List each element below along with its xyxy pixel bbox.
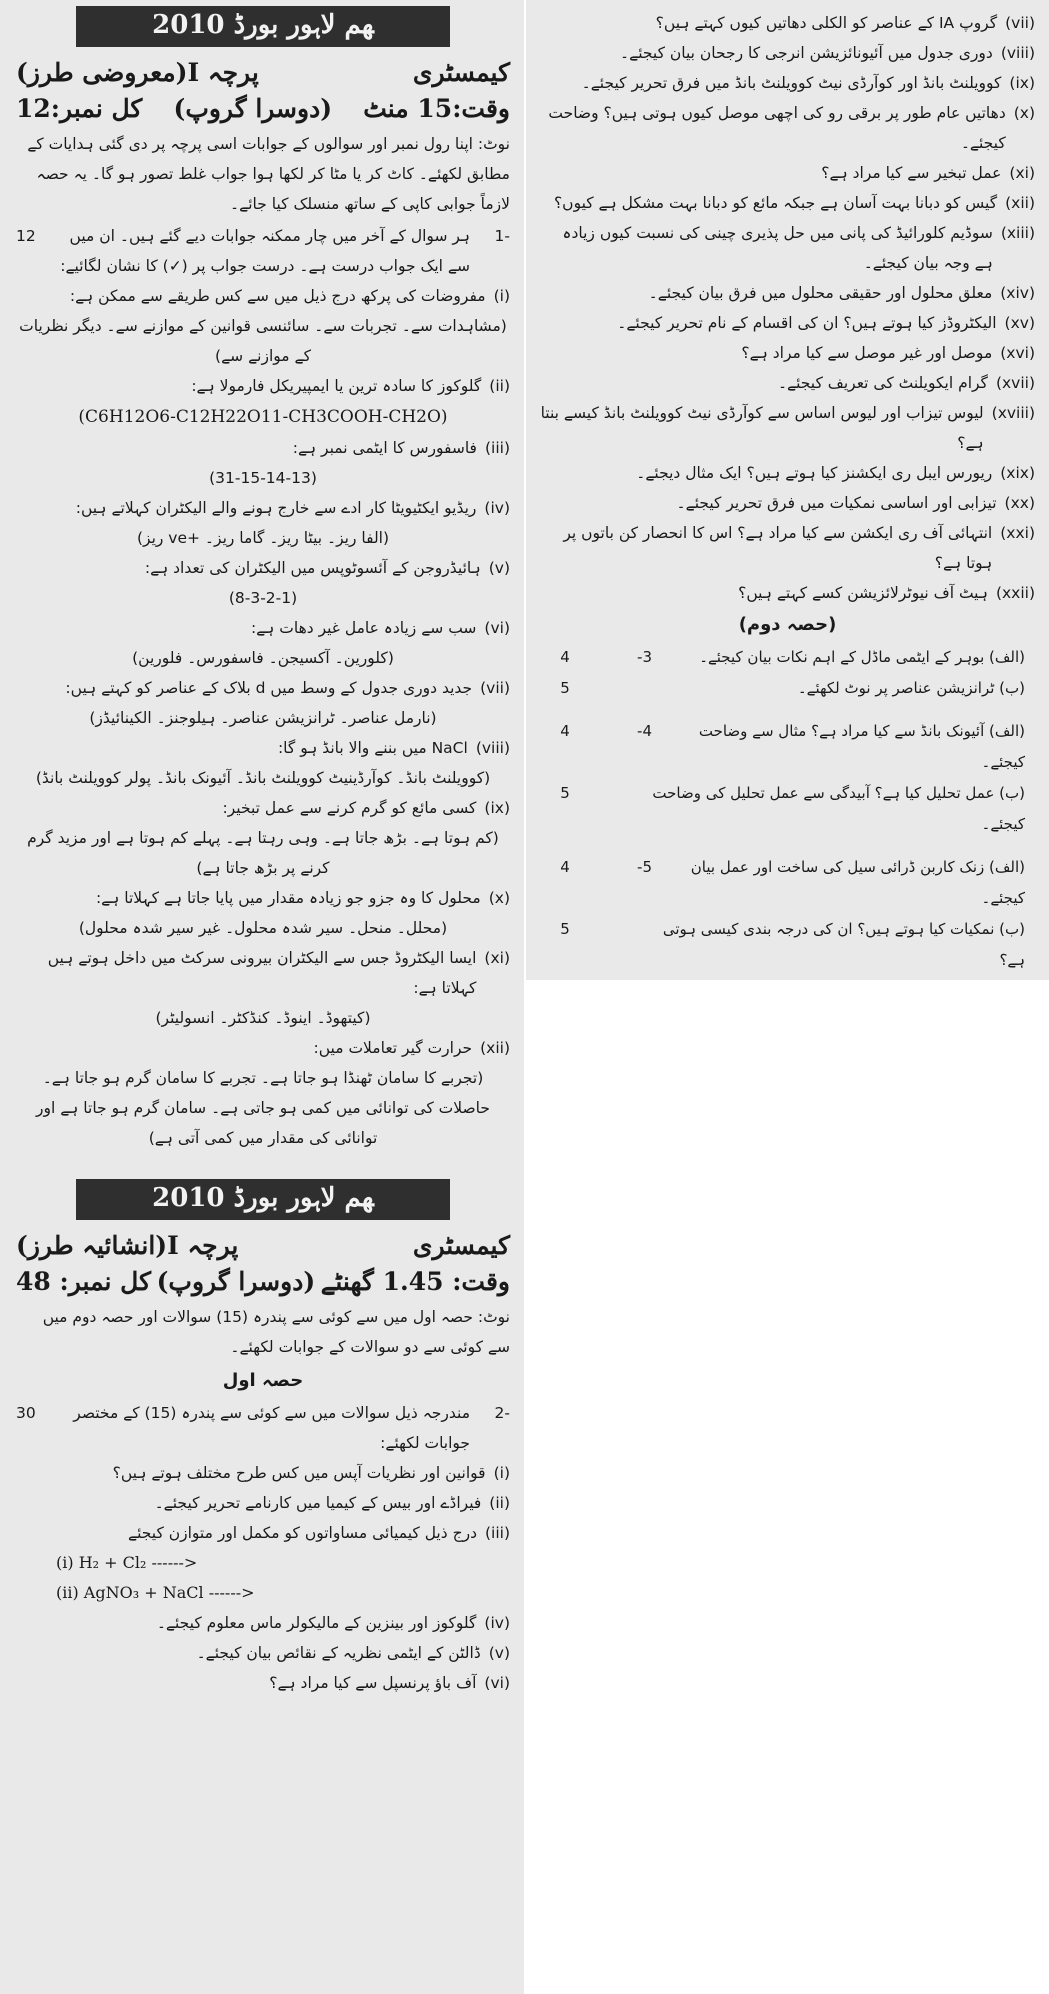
- short-question-number: (xvii): [995, 374, 1035, 392]
- mcq-options: (کلورین۔ آکسیجن۔ فاسفورس۔ فلورین): [132, 649, 394, 667]
- long-question: [540, 642, 1035, 673]
- short-question: [16, 1458, 510, 1488]
- short-question-number: (xx): [1004, 494, 1035, 512]
- mcq-options: (نارمل عناصر۔ ٹرانزیشن عناصر۔ ہیلوجنز۔ الکینائیڈز): [89, 709, 437, 727]
- mcq-number: (xii): [480, 1039, 510, 1057]
- long-question: [540, 716, 1035, 778]
- long-question-number: -4: [637, 722, 652, 740]
- short-question: [540, 278, 1035, 308]
- question-text: ہر سوال کے آخر میں چار ممکنہ جوابات دیے گئے ہیں۔ ان میں سے ایک جواب درست ہے۔ درست جواب پر (✓) کا نشان لگائیے:: [60, 227, 470, 275]
- mcq-number: (vii): [480, 679, 510, 697]
- question-number: -2: [494, 1404, 510, 1422]
- short-question-number: (xvi): [1000, 344, 1035, 362]
- long-question-number: [590, 778, 652, 840]
- short-question-text: ہیٹ آف نیوٹرلائزیشن کسے کہتے ہیں؟: [738, 584, 988, 602]
- short-question-number: (xv): [1004, 314, 1035, 332]
- short-question-text: قوانین اور نظریات آپس میں کس طرح مختلف ہوتے ہیں؟: [112, 1464, 486, 1482]
- short-question-number: (iii): [484, 1524, 510, 1542]
- long-question-marks: 5: [560, 784, 570, 802]
- mcq-text: جدید دوری جدول کے وسط میں d بلاک کے عناصر کو کہتے ہیں:: [65, 679, 473, 697]
- short-question: [540, 68, 1035, 98]
- short-question-text: گروپ IA کے عناصر کو الکلی دھاتیں کیوں کہتے ہیں؟: [655, 14, 998, 32]
- header-banner-2: ﻬﻢ ﻻﮨﻮﺭ ﺑﻮﺭﮈ 2010: [76, 1179, 450, 1220]
- long-question-text: (الف) زنک کاربن ڈرائی سیل کی ساخت اور عمل بیان کیجئے۔: [690, 858, 1025, 907]
- short-question: [540, 578, 1035, 608]
- long-question-marks: 4: [560, 648, 570, 666]
- mcq-question: [16, 673, 510, 703]
- time-label: وقت:15 منٹ: [363, 94, 510, 123]
- question-marks: 12: [16, 227, 36, 245]
- question-text: مندرجہ ذیل سوالات میں سے کوئی سے پندرہ (15) کے مختصر جوابات لکھئے:: [73, 1404, 470, 1452]
- short-question: [540, 458, 1035, 488]
- mcq-list: [16, 281, 510, 1153]
- mcq-options: (C6H12O6-C12H22O11-CH3COOH-CH2O): [78, 407, 448, 427]
- long-question-marks: 5: [560, 920, 570, 938]
- short-question: [540, 338, 1035, 368]
- mcq-options: (الفا ریز۔ بیٹا ریز۔ گاما ریز۔ +ve ریز): [136, 529, 390, 547]
- mcq-number: (ii): [489, 377, 510, 395]
- short-question-list-2: [16, 1608, 510, 1698]
- mcq-options: (کوویلنٹ بانڈ۔ کوآرڈینیٹ کوویلنٹ بانڈ۔ آئیونک بانڈ۔ پولر کوویلنٹ بانڈ): [35, 769, 491, 787]
- short-question-text: فیراڈے اور بیس کے کیمیا میں کارنامے تحریر کیجئے۔: [154, 1494, 482, 1512]
- paper-type: پرچہ I(معروضی طرز): [16, 58, 259, 87]
- paper-meta-2: [16, 1264, 510, 1300]
- mcq-text: محلول کا وہ جزو جو زیادہ مقدار میں پایا جاتا ہے کہلاتا ہے:: [95, 889, 481, 907]
- short-question-text: دوری جدول میں آئیونائزیشن انرجی کا رجحان بیان کیجئے۔: [620, 44, 993, 62]
- short-question: [540, 368, 1035, 398]
- mcq-options: (تجربے کا سامان ٹھنڈا ہو جاتا ہے۔ تجربے کا سامان گرم ہو جاتا ہے۔ حاصلات کی توانائی میں کمی ہو جاتی ہے۔ سامان گرم ہو جاتا ہے اور توانائی کی مقدار میں کمی آتی ہے): [36, 1069, 490, 1147]
- short-question-number: (xviii): [991, 404, 1035, 422]
- mcq-number: (vi): [484, 619, 510, 637]
- short-question-text: عمل تبخیر سے کیا مراد ہے؟: [821, 164, 1002, 182]
- mcq-number: (iii): [484, 439, 510, 457]
- mcq-text: فاسفورس کا ایٹمی نمبر ہے:: [292, 439, 477, 457]
- short-question: [540, 8, 1035, 38]
- short-question-text: الیکٹروڈز کیا ہوتے ہیں؟ ان کی اقسام کے نام تحریر کیجئے۔: [617, 314, 997, 332]
- mcq-text: مفروضات کی پرکھ درج ذیل میں سے کس طریقے سے ممکن ہے:: [69, 287, 486, 305]
- short-question-text: گیس کو دبانا بہت آسان ہے جبکہ مائع کو دبانا بہت مشکل ہے کیوں؟: [553, 194, 998, 212]
- short-question: [540, 158, 1035, 188]
- mcq-question: [16, 433, 510, 463]
- short-question-number: (x): [1013, 104, 1035, 122]
- short-question-number: (ix): [1009, 74, 1035, 92]
- short-question-number: (viii): [1000, 44, 1035, 62]
- short-question-number: (v): [488, 1644, 510, 1662]
- paper-header-2: [16, 1228, 510, 1264]
- short-question-text: سوڈیم کلورائیڈ کی پانی میں حل پذیری چینی کی نسبت کیوں زیادہ ہے وجہ بیان کیجئے۔: [562, 224, 993, 272]
- short-question: [16, 1488, 510, 1518]
- question-number: -1: [494, 227, 510, 245]
- mcq-text: حرارت گیر تعاملات میں:: [313, 1039, 473, 1057]
- mcq-question: [16, 943, 510, 1003]
- mcq-options: (8-3-2-1): [228, 589, 298, 607]
- mcq-text: سب سے زیادہ عامل غیر دھات ہے:: [250, 619, 477, 637]
- mcq-question: [16, 613, 510, 643]
- total-marks-2: کل نمبر: 48: [16, 1267, 152, 1296]
- mcq-number: (xi): [484, 949, 510, 967]
- short-question-number: (vii): [1005, 14, 1035, 32]
- section-heading-2: (حصہ دوم): [738, 614, 837, 635]
- short-question: [540, 218, 1035, 278]
- long-question-text: (الف) بوہر کے ایٹمی ماڈل کے اہم نکات بیان کیجئے۔: [699, 648, 1025, 666]
- short-question-number: (xiii): [1000, 224, 1035, 242]
- short-question: [540, 188, 1035, 218]
- mcq-number: (i): [493, 287, 510, 305]
- instructions-note-2: نوٹ: حصہ اول میں سے کوئی سے پندرہ (15) سوالات اور حصہ دوم میں سے کوئی سے دو سوالات کے جوابات لکھئے۔: [42, 1308, 510, 1356]
- mcq-question: [16, 793, 510, 823]
- short-question-text: معلق محلول اور حقیقی محلول میں فرق بیان کیجئے۔: [648, 284, 993, 302]
- instructions-note: نوٹ: اپنا رول نمبر اور سوالوں کے جوابات اسی پرچہ پر دی گئی ہدایات کے مطابق لکھئے۔ کاٹ کر یا مٹا کر لکھا ہوا جواب غلط تصور ہو گا۔ یہ حصہ لازماً جوابی کاپی کے ساتھ منسلک کیا جائے۔: [27, 135, 510, 213]
- paper-header: [16, 55, 510, 91]
- mcq-text: ریڈیو ایکٹیویٹا کار ادے سے خارج ہونے والے الیکٹران کہلاتے ہیں:: [75, 499, 477, 517]
- time-label-2: وقت: 1.45 گھنٹے: [320, 1267, 510, 1296]
- short-question-number: (vi): [484, 1674, 510, 1692]
- short-question-text: ریورس ایبل ری ایکشنز کیا ہوتے ہیں؟ ایک مثال دیجئے۔: [636, 464, 993, 482]
- short-question-number: (i): [493, 1464, 510, 1482]
- short-question-text: انتہائی آف ری ایکشن سے کیا مراد ہے؟ اس کا انحصار کن باتوں پر ہوتا ہے؟: [563, 524, 993, 572]
- long-question-marks: 4: [560, 858, 570, 876]
- short-question: [540, 38, 1035, 68]
- short-question-number: (ii): [489, 1494, 510, 1512]
- short-question: [16, 1518, 510, 1548]
- short-question: [540, 518, 1035, 578]
- short-question: [540, 308, 1035, 338]
- short-question: [16, 1638, 510, 1668]
- subject-title-2: کیمسٹری: [412, 1231, 510, 1260]
- long-question-number: [590, 914, 652, 976]
- short-question-text: تیزابی اور اساسی نمکیات میں فرق تحریر کیجئے۔: [676, 494, 997, 512]
- short-question-number: (xxii): [995, 584, 1035, 602]
- short-question-number: (xii): [1005, 194, 1035, 212]
- long-question-list: [540, 642, 1035, 976]
- short-question-text: دھاتیں عام طور پر برقی رو کی اچھی موصل کیوں ہوتی ہیں؟ وضاحت کیجئے۔: [548, 104, 1006, 152]
- long-question: [540, 778, 1035, 840]
- equation-1: (i) H₂ + Cl₂ ------>: [56, 1553, 198, 1572]
- header-banner: ﻬﻢ ﻻﮨﻮﺭ ﺑﻮﺭﮈ 2010: [76, 6, 450, 47]
- short-question: [540, 488, 1035, 518]
- short-question-text: ڈالٹن کے ایٹمی نظریہ کے نقائص بیان کیجئے۔: [196, 1644, 481, 1662]
- long-question: [540, 673, 1035, 704]
- mcq-number: (iv): [484, 499, 510, 517]
- short-question-text: کوویلنٹ بانڈ اور کوآرڈی نیٹ کوویلنٹ بانڈ میں فرق تحریر کیجئے۔: [581, 74, 1002, 92]
- long-question-number: [590, 673, 652, 704]
- mcq-number: (ix): [484, 799, 510, 817]
- mcq-question: [16, 493, 510, 523]
- short-question: [540, 98, 1035, 158]
- paper-meta: [16, 91, 510, 127]
- question-1: [16, 221, 510, 281]
- short-question-text: درج ذیل کیمیائی مساواتوں کو مکمل اور متوازن کیجئے: [128, 1524, 477, 1542]
- short-question-text: گرام ایکویلنٹ کی تعریف کیجئے۔: [777, 374, 988, 392]
- mcq-text: گلوکوز کا سادہ ترین یا ایمپیریکل فارمولا ہے:: [191, 377, 482, 395]
- mcq-question: [16, 733, 510, 763]
- total-marks: کل نمبر:12: [16, 94, 143, 123]
- mcq-options: (محلل۔ منحل۔ سیر شدہ محلول۔ غیر سیر شدہ محلول): [78, 919, 448, 937]
- mcq-question: [16, 883, 510, 913]
- short-question-number: (xiv): [1000, 284, 1035, 302]
- equation-2: (ii) AgNO₃ + NaCl ------>: [56, 1583, 255, 1602]
- short-question-text: موصل اور غیر موصل سے کیا مراد ہے؟: [741, 344, 993, 362]
- subject-title: کیمسٹری: [412, 58, 510, 87]
- short-question-list: [16, 1458, 510, 1548]
- short-question-number: (xi): [1009, 164, 1035, 182]
- mcq-options: (مشاہدات سے۔ تجربات سے۔ سائنسی قوانین کے موازنے سے۔ دیگر نظریات کے موازنے سے): [19, 317, 507, 365]
- group-label-2: (دوسرا گروپ): [156, 1267, 316, 1296]
- group-label: (دوسرا گروپ): [173, 94, 333, 123]
- mcq-question: [16, 1033, 510, 1063]
- right-column: [526, 0, 1049, 980]
- long-question-number: -5: [637, 858, 652, 876]
- short-question-number: (iv): [484, 1614, 510, 1632]
- short-question-text: گلوکوز اور بینزین کے مالیکولر ماس معلوم کیجئے۔: [156, 1614, 477, 1632]
- long-question: [540, 852, 1035, 914]
- long-question: [540, 914, 1035, 976]
- short-question-number: (xix): [1000, 464, 1035, 482]
- mcq-text: NaCl میں بننے والا بانڈ ہو گا:: [277, 739, 468, 757]
- mcq-number: (viii): [475, 739, 510, 757]
- long-question-marks: 5: [560, 679, 570, 697]
- mcq-options: (31-15-14-13): [209, 469, 317, 487]
- long-question-number: -3: [637, 648, 652, 666]
- mcq-number: (v): [488, 559, 510, 577]
- mcq-options: (کم ہوتا ہے۔ بڑھ جاتا ہے۔ وہی رہتا ہے۔ پہلے کم ہوتا ہے اور مزید گرم کرنے پر بڑھ جاتا ہے): [27, 829, 499, 877]
- long-question-text: (ب) ٹرانزیشن عناصر پر نوٹ لکھئے۔: [797, 679, 1025, 697]
- short-question: [540, 398, 1035, 458]
- long-question-text: (ب) نمکیات کیا ہوتے ہیں؟ ان کی درجہ بندی کیسی ہوتی ہے؟: [662, 920, 1025, 969]
- long-question-text: (ب) عمل تحلیل کیا ہے؟ آبیدگی سے عمل تحلیل کی وضاحت کیجئے۔: [652, 784, 1025, 833]
- long-question-text: (الف) آئیونک بانڈ سے کیا مراد ہے؟ مثال سے وضاحت کیجئے۔: [698, 722, 1025, 771]
- left-column: [0, 0, 524, 1994]
- mcq-question: [16, 371, 510, 401]
- mcq-text: ہائیڈروجن کے آئسوٹوپس میں الیکٹران کی تعداد ہے:: [144, 559, 481, 577]
- section-heading: حصہ اول: [222, 1370, 304, 1391]
- paper-type-2: پرچہ I(انشائیہ طرز): [16, 1231, 239, 1260]
- short-question: [16, 1608, 510, 1638]
- short-question: [16, 1668, 510, 1698]
- mcq-options: (کیتھوڈ۔ اینوڈ۔ کنڈکٹر۔ انسولیٹر): [155, 1009, 371, 1027]
- short-question-list-3: [540, 8, 1035, 608]
- mcq-question: [16, 553, 510, 583]
- mcq-text: ایسا الیکٹروڈ جس سے الیکٹران بیرونی سرکٹ میں داخل ہوتے ہیں کہلاتا ہے:: [47, 949, 477, 997]
- long-question-marks: 4: [560, 722, 570, 740]
- mcq-text: کسی مائع کو گرم کرنے سے عمل تبخیر:: [222, 799, 477, 817]
- question-marks: 30: [16, 1404, 36, 1422]
- question-2: [16, 1398, 510, 1458]
- short-question-text: آف باؤ پرنسپل سے کیا مراد ہے؟: [269, 1674, 477, 1692]
- mcq-question: [16, 281, 510, 311]
- short-question-text: لیوس تیزاب اور لیوس اساس سے کوآرڈی نیٹ کوویلنٹ بانڈ کیسے بنتا ہے؟: [540, 404, 984, 452]
- short-question-number: (xxi): [1000, 524, 1035, 542]
- mcq-number: (x): [488, 889, 510, 907]
